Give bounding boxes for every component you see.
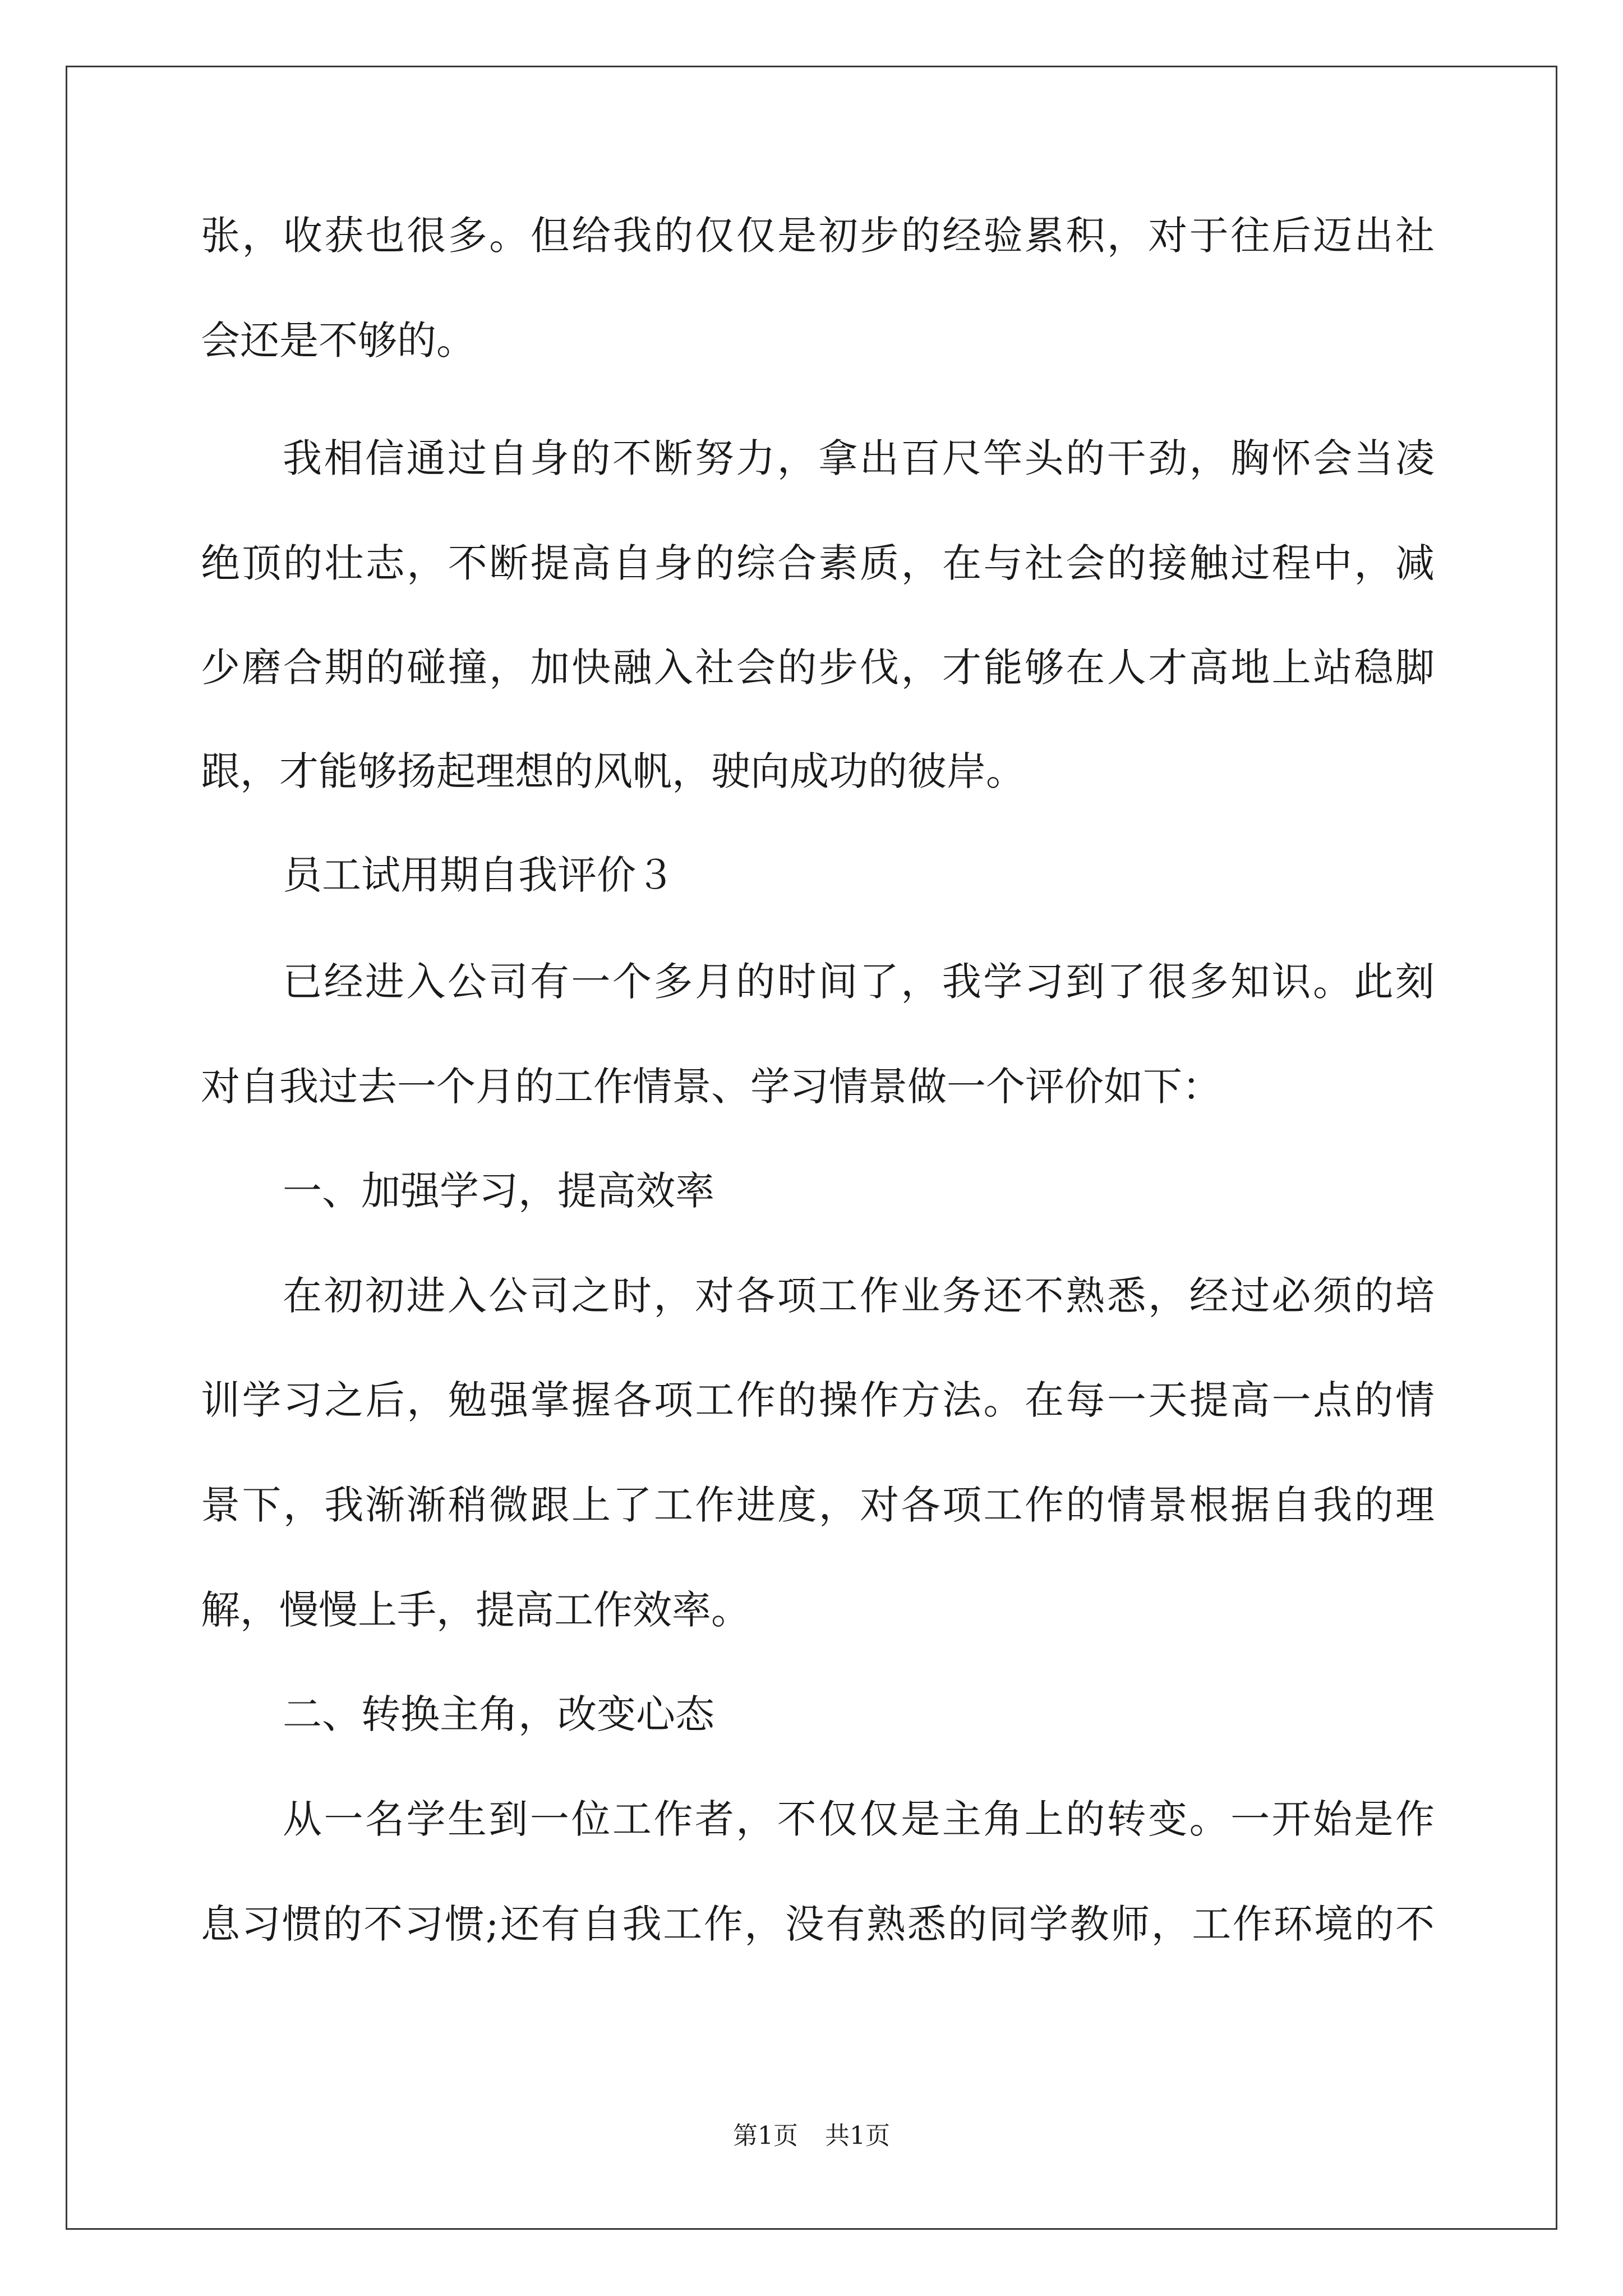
paragraph-line: 对自我过去一个月的工作情景、学习情景做一个评价如下： [201,1064,1221,1110]
paragraph-line: 在初初进入公司之时，对各项工作业务还不熟悉，经过必须的培 [283,1273,1435,1319]
paragraph-line: 张，收获也很多。但给我的仅仅是初步的经验累积，对于往后迈出社 [201,213,1435,259]
paragraph-line: 息习惯的不习惯;还有自我工作，没有熟悉的同学教师，工作环境的不 [201,1901,1435,1947]
paragraph-line: 训学习之后，勉强掌握各项工作的操作方法。在每一天提高一点的情 [201,1377,1435,1423]
page-footer [0,2119,1623,2153]
subsection-heading: 一、加强学习，提高效率 [283,1168,714,1214]
paragraph-line: 跟，才能够扬起理想的风帆，驶向成功的彼岸。 [201,748,1025,794]
paragraph-line: 我相信通过自身的不断努力，拿出百尺竿头的干劲，胸怀会当凌 [283,435,1435,481]
page-number: 第1页 [733,2122,798,2150]
page-total: 共1页 [825,2122,890,2150]
section-heading: 员工试用期自我评价３ [283,852,675,898]
paragraph-line: 绝顶的壮志，不断提高自身的综合素质，在与社会的接触过程中，减 [201,540,1435,586]
paragraph-line: 少磨合期的碰撞，加快融入社会的步伐，才能够在人才高地上站稳脚 [201,645,1435,691]
paragraph-line: 从一名学生到一位工作者，不仅仅是主角上的转变。一开始是作 [283,1796,1435,1842]
paragraph-line: 景下，我渐渐稍微跟上了工作进度，对各项工作的情景根据自我的理 [201,1482,1435,1528]
subsection-heading: 二、转换主角，改变心态 [283,1691,714,1737]
paragraph-line: 已经进入公司有一个多月的时间了，我学习到了很多知识。此刻 [283,959,1435,1005]
paragraph-line: 会还是不够的。 [201,318,476,364]
paragraph-line: 解，慢慢上手，提高工作效率。 [201,1587,750,1633]
